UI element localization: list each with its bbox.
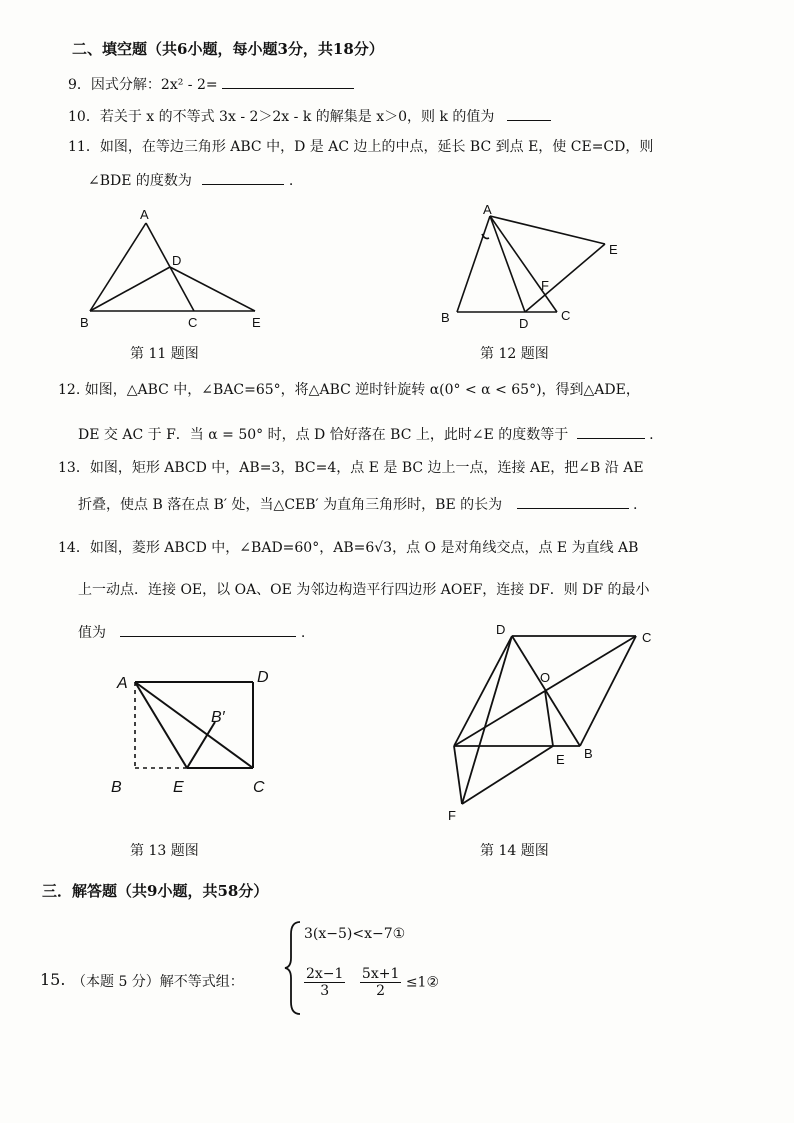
inequality-2 bbox=[304, 966, 439, 999]
question-11-line1: 11．如图，在等边三角形 ABC 中，D 是 AC 边上的中点，延长 BC 到点 E，使 CE=CD，则 bbox=[68, 139, 654, 155]
fig12-label-b: B bbox=[441, 310, 450, 325]
fraction-2-denominator: 2 bbox=[376, 983, 386, 999]
question-13-line1: 13．如图，矩形 ABCD 中，AB=3，BC=4，点 E 是 BC 边上一点，连接 AE，把∠B 沿 AE bbox=[58, 460, 644, 476]
fraction-2-numerator: 5x+1 bbox=[361, 966, 400, 982]
fig14-label-c: C bbox=[642, 630, 652, 645]
fig14-label-e: E bbox=[556, 752, 565, 767]
system-brace-icon bbox=[282, 918, 304, 1018]
question-12-text: DE 交 AC 于 F．当 α = 50° 时，点 D 恰好落在 BC 上，此时∠E 的度数等于 bbox=[78, 427, 569, 443]
fraction-2 bbox=[360, 966, 401, 999]
fig14-segment-fe bbox=[462, 746, 553, 804]
fig12-side-ad bbox=[490, 216, 525, 312]
fig12-label-c: C bbox=[561, 308, 571, 323]
fig11-label-e: E bbox=[252, 315, 261, 330]
fig14-label-d: D bbox=[496, 622, 506, 637]
answer-blank-12[interactable] bbox=[577, 424, 645, 439]
fig14-label-f: F bbox=[448, 808, 456, 823]
inequality-1: 3(x−5)<x−7① bbox=[304, 926, 406, 942]
fig11-label-c: C bbox=[188, 315, 198, 330]
figure-11-caption: 第 11 题图 bbox=[130, 346, 199, 362]
fig14-segment-af bbox=[454, 746, 462, 804]
question-14-text: 值为 bbox=[78, 625, 106, 641]
fraction-1 bbox=[304, 966, 345, 999]
fig14-diagonal-db bbox=[512, 636, 580, 746]
fig13-label-a: A bbox=[117, 675, 128, 692]
answer-blank-9[interactable] bbox=[222, 74, 354, 89]
fig11-segment-bd bbox=[90, 267, 170, 311]
question-9 bbox=[68, 74, 354, 95]
answer-blank-11[interactable] bbox=[202, 170, 284, 185]
figure-14 bbox=[440, 618, 670, 828]
question-11-line2: ∠BDE 的度数为 . bbox=[88, 170, 293, 191]
fig12-label-e: E bbox=[609, 242, 618, 257]
fig11-label-d: D bbox=[172, 253, 182, 268]
figure-13-caption: 第 13 题图 bbox=[130, 843, 199, 859]
figure-12-caption: 第 12 题图 bbox=[480, 346, 549, 362]
answer-blank-14[interactable] bbox=[120, 622, 296, 637]
answer-blank-10[interactable] bbox=[507, 106, 551, 121]
question-15-number: 15. bbox=[40, 970, 66, 989]
figure-13 bbox=[105, 662, 295, 802]
question-14-line3: 值为 . bbox=[78, 622, 305, 643]
fig14-label-b: B bbox=[584, 746, 593, 761]
fig12-side-de bbox=[525, 244, 605, 312]
fig13-label-d: D bbox=[257, 669, 269, 686]
fig13-label-e: E bbox=[173, 779, 184, 796]
question-13-text: 折叠，使点 B 落在点 B′ 处，当△CEB′ 为直角三角形时，BE 的长为 bbox=[78, 497, 503, 513]
question-12-line2: DE 交 AC 于 F．当 α = 50° 时，点 D 恰好落在 BC 上，此时∠E 的度数等于 . bbox=[78, 424, 654, 445]
fig13-label-c: C bbox=[253, 779, 265, 796]
fig11-label-a: A bbox=[140, 207, 149, 222]
inequality-2-tail: ≤1② bbox=[405, 974, 440, 991]
question-15-text: （本题 5 分）解不等式组： bbox=[72, 974, 244, 990]
section-title-fill-in: 二、填空题（共6小题，每小题3分，共18分） bbox=[72, 40, 384, 58]
question-9-text: 9．因式分解：2x² - 2= bbox=[68, 77, 218, 93]
question-10-text: 10．若关于 x 的不等式 3x - 2＞2x - k 的解集是 x＞0，则 k 的值为 bbox=[68, 109, 495, 125]
figure-14-caption: 第 14 题图 bbox=[480, 843, 549, 859]
figure-12 bbox=[435, 198, 635, 334]
fraction-1-numerator: 2x−1 bbox=[306, 966, 344, 982]
fig13-label-b: B bbox=[111, 779, 122, 796]
fig11-side-ab bbox=[90, 223, 146, 311]
fig11-label-b: B bbox=[80, 315, 89, 330]
question-14-line1: 14．如图，菱形 ABCD 中，∠BAD=60°，AB=6√3，点 O 是对角线交点，点 E 为直线 AB bbox=[58, 540, 639, 556]
answer-blank-13[interactable] bbox=[517, 494, 629, 509]
fig14-label-o: O bbox=[540, 670, 551, 685]
question-13-line2: 折叠，使点 B 落在点 B′ 处，当△CEB′ 为直角三角形时，BE 的长为 . bbox=[78, 494, 638, 515]
fig13-fold-ae bbox=[135, 682, 187, 768]
fraction-1-denominator: 3 bbox=[320, 983, 330, 999]
fig12-side-ab bbox=[457, 216, 490, 312]
figure-11 bbox=[70, 205, 280, 335]
question-10 bbox=[68, 106, 551, 127]
question-14-line2: 上一动点．连接 OE，以 OA、OE 为邻边构造平行四边形 AOEF，连接 DF．则 DF 的最小 bbox=[78, 582, 650, 598]
section-title-solve: 三．解答题（共9小题，共58分） bbox=[42, 882, 269, 900]
fig12-label-d: D bbox=[519, 316, 529, 331]
fig12-label-f: F bbox=[541, 278, 549, 293]
fig13-label-b-prime: B′ bbox=[211, 709, 225, 726]
fig12-label-a: A bbox=[483, 202, 492, 217]
question-12-line1: 12. 如图，△ABC 中，∠BAC=65°，将△ABC 逆时针旋转 α(0° < α < 65°)，得到△ADE， bbox=[58, 382, 640, 398]
question-11-text: ∠BDE 的度数为 bbox=[88, 173, 192, 189]
fig14-segment-df bbox=[462, 636, 512, 804]
